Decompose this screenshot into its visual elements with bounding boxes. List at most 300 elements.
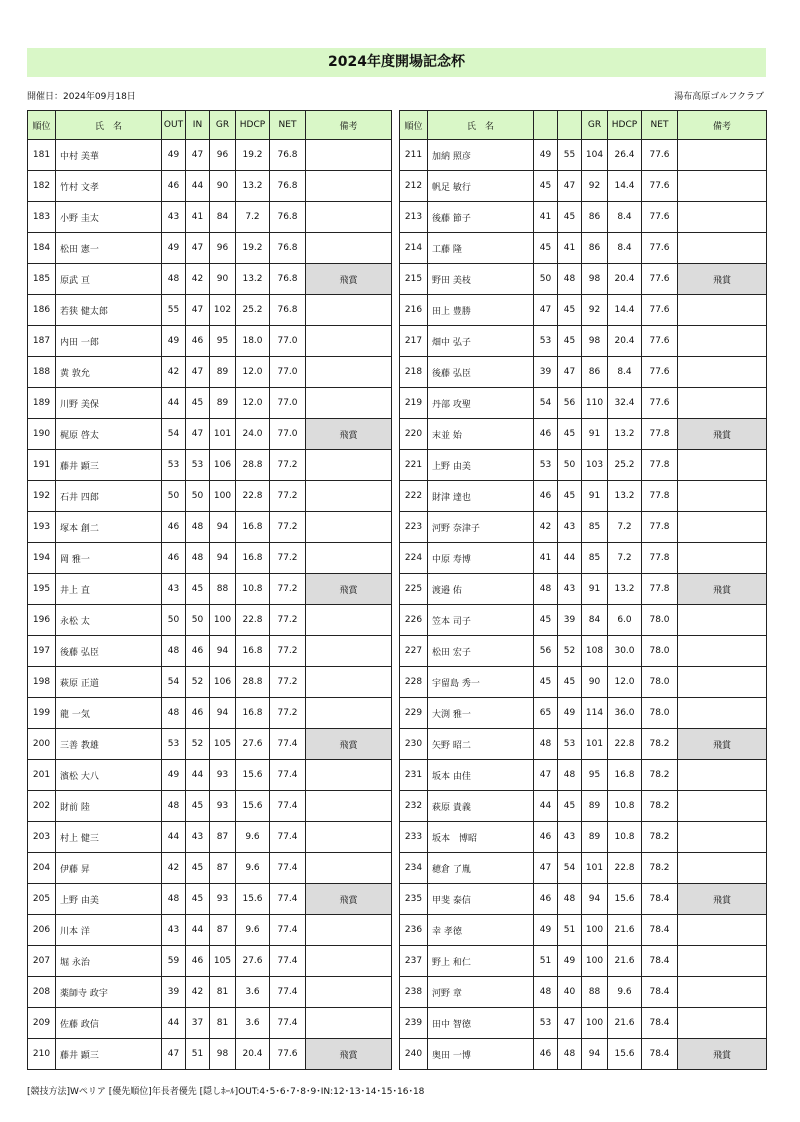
rank-cell: 236 xyxy=(400,915,428,946)
out-cell: 49 xyxy=(162,760,186,791)
note-cell xyxy=(678,915,767,946)
table-row xyxy=(28,295,392,326)
table-row xyxy=(400,512,767,543)
rank-cell: 237 xyxy=(400,946,428,977)
col-gr-header: GR xyxy=(582,111,608,140)
hdcp-cell: 6.0 xyxy=(608,605,642,636)
rank-cell: 213 xyxy=(400,202,428,233)
out-cell: 44 xyxy=(162,822,186,853)
hdcp-cell: 15.6 xyxy=(236,791,270,822)
note-cell xyxy=(306,233,392,264)
table-row xyxy=(28,884,392,915)
net-cell: 77.8 xyxy=(642,481,678,512)
gross-cell: 94 xyxy=(210,636,236,667)
gross-cell: 89 xyxy=(210,388,236,419)
out-cell: 48 xyxy=(162,264,186,295)
rank-cell: 219 xyxy=(400,388,428,419)
in-cell: 47 xyxy=(186,295,210,326)
col-rank-header: 順位 xyxy=(28,111,56,140)
rank-cell: 221 xyxy=(400,450,428,481)
table-row xyxy=(400,729,767,760)
name-cell: 若狭 健太郎 xyxy=(56,295,162,326)
gross-cell: 94 xyxy=(582,884,608,915)
table-row xyxy=(400,884,767,915)
note-cell xyxy=(678,543,767,574)
net-cell: 78.4 xyxy=(642,915,678,946)
table-row xyxy=(400,822,767,853)
note-cell xyxy=(678,822,767,853)
gross-cell: 90 xyxy=(210,171,236,202)
hdcp-cell: 20.4 xyxy=(608,264,642,295)
rank-cell: 198 xyxy=(28,667,56,698)
table-row xyxy=(28,667,392,698)
rank-cell: 194 xyxy=(28,543,56,574)
col-note-header: 備考 xyxy=(306,111,392,140)
in-cell: 47 xyxy=(186,357,210,388)
in-cell: 37 xyxy=(186,1008,210,1039)
gross-cell: 92 xyxy=(582,295,608,326)
gross-cell: 90 xyxy=(210,264,236,295)
hdcp-cell: 19.2 xyxy=(236,233,270,264)
table-row xyxy=(400,698,767,729)
name-cell: 梶原 啓太 xyxy=(56,419,162,450)
hdcp-cell: 9.6 xyxy=(236,822,270,853)
name-cell: 石井 四郎 xyxy=(56,481,162,512)
note-cell: 飛賞 xyxy=(678,264,767,295)
rank-cell: 184 xyxy=(28,233,56,264)
out-cell: 41 xyxy=(534,202,558,233)
note-cell: 飛賞 xyxy=(306,884,392,915)
net-cell: 77.0 xyxy=(270,419,306,450)
hdcp-cell: 18.0 xyxy=(236,326,270,357)
gross-cell: 114 xyxy=(582,698,608,729)
net-cell: 77.6 xyxy=(642,202,678,233)
note-cell: 飛賞 xyxy=(306,729,392,760)
out-cell: 44 xyxy=(162,388,186,419)
in-cell: 42 xyxy=(186,977,210,1008)
in-cell: 46 xyxy=(186,946,210,977)
gross-cell: 94 xyxy=(210,698,236,729)
note-cell xyxy=(678,698,767,729)
note-cell xyxy=(678,140,767,171)
gross-cell: 86 xyxy=(582,233,608,264)
hdcp-cell: 22.8 xyxy=(608,729,642,760)
net-cell: 77.6 xyxy=(642,140,678,171)
gross-cell: 101 xyxy=(582,729,608,760)
out-cell: 46 xyxy=(534,419,558,450)
out-cell: 49 xyxy=(534,140,558,171)
name-cell: 黄 敦允 xyxy=(56,357,162,388)
gross-cell: 104 xyxy=(582,140,608,171)
in-cell: 43 xyxy=(186,822,210,853)
net-cell: 76.8 xyxy=(270,233,306,264)
in-cell: 53 xyxy=(186,450,210,481)
name-cell: 野田 美枝 xyxy=(428,264,534,295)
name-cell: 帆足 敏行 xyxy=(428,171,534,202)
club-name: 湯布高原ゴルフクラブ xyxy=(674,92,764,102)
net-cell: 77.6 xyxy=(642,233,678,264)
rank-cell: 189 xyxy=(28,388,56,419)
net-cell: 77.8 xyxy=(642,543,678,574)
rank-cell: 199 xyxy=(28,698,56,729)
in-cell: 50 xyxy=(186,605,210,636)
col-net-header: NET xyxy=(642,111,678,140)
out-cell: 45 xyxy=(534,171,558,202)
hdcp-cell: 3.6 xyxy=(236,1008,270,1039)
out-cell: 47 xyxy=(162,1039,186,1070)
out-cell: 42 xyxy=(162,357,186,388)
results-table-left xyxy=(27,110,392,1070)
note-cell xyxy=(678,791,767,822)
rank-cell: 202 xyxy=(28,791,56,822)
gross-cell: 98 xyxy=(210,1039,236,1070)
out-cell: 50 xyxy=(162,605,186,636)
rank-cell: 193 xyxy=(28,512,56,543)
out-cell: 48 xyxy=(534,574,558,605)
in-cell: 45 xyxy=(186,853,210,884)
in-cell: 47 xyxy=(558,1008,582,1039)
hdcp-cell: 7.2 xyxy=(608,512,642,543)
net-cell: 77.8 xyxy=(642,419,678,450)
hdcp-cell: 25.2 xyxy=(608,450,642,481)
out-cell: 51 xyxy=(534,946,558,977)
table-row xyxy=(400,171,767,202)
col-gr-header: GR xyxy=(210,111,236,140)
table-row xyxy=(400,481,767,512)
col-rank-header: 順位 xyxy=(400,111,428,140)
table-row xyxy=(400,295,767,326)
rank-cell: 182 xyxy=(28,171,56,202)
out-cell: 46 xyxy=(534,481,558,512)
rank-cell: 224 xyxy=(400,543,428,574)
out-cell: 46 xyxy=(162,512,186,543)
net-cell: 76.8 xyxy=(270,171,306,202)
in-cell: 45 xyxy=(558,202,582,233)
name-cell: 川野 美保 xyxy=(56,388,162,419)
hdcp-cell: 8.4 xyxy=(608,202,642,233)
hdcp-cell: 7.2 xyxy=(236,202,270,233)
hdcp-cell: 21.6 xyxy=(608,946,642,977)
rank-cell: 240 xyxy=(400,1039,428,1070)
name-cell: 竹村 文孝 xyxy=(56,171,162,202)
out-cell: 44 xyxy=(162,1008,186,1039)
note-cell xyxy=(678,388,767,419)
in-cell: 47 xyxy=(186,233,210,264)
out-cell: 65 xyxy=(534,698,558,729)
hdcp-cell: 15.6 xyxy=(236,884,270,915)
hdcp-cell: 13.2 xyxy=(236,264,270,295)
name-cell: 塚本 創二 xyxy=(56,512,162,543)
rank-cell: 227 xyxy=(400,636,428,667)
in-cell: 44 xyxy=(186,915,210,946)
out-cell: 54 xyxy=(534,388,558,419)
out-cell: 49 xyxy=(534,915,558,946)
table-row xyxy=(28,357,392,388)
name-cell: 幸 孝徳 xyxy=(428,915,534,946)
net-cell: 78.4 xyxy=(642,977,678,1008)
note-cell xyxy=(678,295,767,326)
in-cell: 48 xyxy=(558,760,582,791)
net-cell: 78.4 xyxy=(642,946,678,977)
net-cell: 76.8 xyxy=(270,295,306,326)
gross-cell: 100 xyxy=(582,1008,608,1039)
col-in-header: IN xyxy=(186,111,210,140)
gross-cell: 81 xyxy=(210,977,236,1008)
col-in-header xyxy=(558,111,582,140)
rank-cell: 197 xyxy=(28,636,56,667)
note-cell: 飛賞 xyxy=(678,419,767,450)
rank-cell: 217 xyxy=(400,326,428,357)
in-cell: 43 xyxy=(558,512,582,543)
out-cell: 53 xyxy=(534,326,558,357)
event-date: 開催日：2024年09月18日 xyxy=(27,92,136,102)
table-row xyxy=(28,605,392,636)
hdcp-cell: 10.8 xyxy=(236,574,270,605)
net-cell: 77.4 xyxy=(270,853,306,884)
name-cell: 穂倉 了胤 xyxy=(428,853,534,884)
name-cell: 佐藤 政信 xyxy=(56,1008,162,1039)
gross-cell: 100 xyxy=(210,605,236,636)
net-cell: 78.0 xyxy=(642,698,678,729)
rank-cell: 192 xyxy=(28,481,56,512)
out-cell: 49 xyxy=(162,140,186,171)
header-row xyxy=(400,111,767,140)
out-cell: 53 xyxy=(162,450,186,481)
note-cell xyxy=(306,791,392,822)
net-cell: 77.6 xyxy=(642,388,678,419)
in-cell: 54 xyxy=(558,853,582,884)
rank-cell: 238 xyxy=(400,977,428,1008)
table-row xyxy=(28,977,392,1008)
name-cell: 後藤 節子 xyxy=(428,202,534,233)
net-cell: 78.0 xyxy=(642,605,678,636)
gross-cell: 106 xyxy=(210,667,236,698)
net-cell: 78.2 xyxy=(642,791,678,822)
name-cell: 原武 亘 xyxy=(56,264,162,295)
table-row xyxy=(28,915,392,946)
note-cell xyxy=(678,450,767,481)
gross-cell: 100 xyxy=(210,481,236,512)
note-cell xyxy=(306,481,392,512)
hdcp-cell: 22.8 xyxy=(608,853,642,884)
note-cell: 飛賞 xyxy=(306,264,392,295)
hdcp-cell: 26.4 xyxy=(608,140,642,171)
name-cell: 濱松 大八 xyxy=(56,760,162,791)
note-cell: 飛賞 xyxy=(306,1039,392,1070)
note-cell xyxy=(678,1008,767,1039)
note-cell xyxy=(306,605,392,636)
rank-cell: 226 xyxy=(400,605,428,636)
net-cell: 77.4 xyxy=(270,915,306,946)
table-row xyxy=(400,791,767,822)
in-cell: 44 xyxy=(558,543,582,574)
hdcp-cell: 3.6 xyxy=(236,977,270,1008)
table-row xyxy=(400,202,767,233)
name-cell: 中村 美華 xyxy=(56,140,162,171)
note-cell xyxy=(306,357,392,388)
name-cell: 財前 陸 xyxy=(56,791,162,822)
name-cell: 井上 直 xyxy=(56,574,162,605)
in-cell: 49 xyxy=(558,698,582,729)
in-cell: 41 xyxy=(186,202,210,233)
in-cell: 52 xyxy=(186,729,210,760)
gross-cell: 84 xyxy=(210,202,236,233)
note-cell: 飛賞 xyxy=(306,574,392,605)
hdcp-cell: 32.4 xyxy=(608,388,642,419)
name-cell: 三善 教雄 xyxy=(56,729,162,760)
net-cell: 77.2 xyxy=(270,481,306,512)
out-cell: 47 xyxy=(534,853,558,884)
table-row xyxy=(400,915,767,946)
col-out-header xyxy=(534,111,558,140)
note-cell xyxy=(678,667,767,698)
in-cell: 48 xyxy=(186,512,210,543)
in-cell: 45 xyxy=(558,667,582,698)
in-cell: 45 xyxy=(558,295,582,326)
name-cell: 後藤 弘臣 xyxy=(56,636,162,667)
in-cell: 39 xyxy=(558,605,582,636)
name-cell: 工藤 隆 xyxy=(428,233,534,264)
gross-cell: 87 xyxy=(210,853,236,884)
out-cell: 55 xyxy=(162,295,186,326)
rank-cell: 196 xyxy=(28,605,56,636)
hdcp-cell: 13.2 xyxy=(608,419,642,450)
out-cell: 46 xyxy=(162,171,186,202)
out-cell: 56 xyxy=(534,636,558,667)
gross-cell: 88 xyxy=(582,977,608,1008)
note-cell xyxy=(678,357,767,388)
table-row xyxy=(400,636,767,667)
table-row xyxy=(28,264,392,295)
gross-cell: 96 xyxy=(210,233,236,264)
in-cell: 47 xyxy=(186,419,210,450)
net-cell: 77.4 xyxy=(270,760,306,791)
gross-cell: 87 xyxy=(210,822,236,853)
hdcp-cell: 16.8 xyxy=(608,760,642,791)
net-cell: 78.4 xyxy=(642,1008,678,1039)
hdcp-cell: 16.8 xyxy=(236,543,270,574)
col-name-header: 氏 名 xyxy=(56,111,162,140)
gross-cell: 81 xyxy=(210,1008,236,1039)
table-row xyxy=(28,791,392,822)
name-cell: 中原 寿博 xyxy=(428,543,534,574)
note-cell: 飛賞 xyxy=(678,884,767,915)
note-cell xyxy=(678,605,767,636)
hdcp-cell: 12.0 xyxy=(236,388,270,419)
hdcp-cell: 12.0 xyxy=(608,667,642,698)
note-cell xyxy=(306,543,392,574)
table-row xyxy=(28,946,392,977)
hdcp-cell: 16.8 xyxy=(236,512,270,543)
in-cell: 44 xyxy=(186,171,210,202)
note-cell xyxy=(306,667,392,698)
net-cell: 77.8 xyxy=(642,512,678,543)
name-cell: 財津 達也 xyxy=(428,481,534,512)
page-title: 2024年度開場記念杯 xyxy=(27,48,766,77)
table-row xyxy=(28,1039,392,1070)
rank-cell: 220 xyxy=(400,419,428,450)
out-cell: 54 xyxy=(162,419,186,450)
in-cell: 48 xyxy=(558,1039,582,1070)
net-cell: 77.2 xyxy=(270,574,306,605)
table-row xyxy=(400,977,767,1008)
in-cell: 49 xyxy=(558,946,582,977)
header-row xyxy=(28,111,392,140)
in-cell: 48 xyxy=(558,884,582,915)
hdcp-cell: 9.6 xyxy=(608,977,642,1008)
net-cell: 78.2 xyxy=(642,760,678,791)
net-cell: 76.8 xyxy=(270,264,306,295)
note-cell xyxy=(678,946,767,977)
rank-cell: 225 xyxy=(400,574,428,605)
rank-cell: 232 xyxy=(400,791,428,822)
rank-cell: 190 xyxy=(28,419,56,450)
out-cell: 53 xyxy=(534,1008,558,1039)
hdcp-cell: 28.8 xyxy=(236,667,270,698)
out-cell: 45 xyxy=(534,605,558,636)
name-cell: 河野 章 xyxy=(428,977,534,1008)
out-cell: 49 xyxy=(162,326,186,357)
name-cell: 岡 雅一 xyxy=(56,543,162,574)
gross-cell: 89 xyxy=(582,822,608,853)
rank-cell: 195 xyxy=(28,574,56,605)
in-cell: 46 xyxy=(186,636,210,667)
hdcp-cell: 20.4 xyxy=(608,326,642,357)
in-cell: 43 xyxy=(558,574,582,605)
out-cell: 48 xyxy=(162,791,186,822)
net-cell: 77.6 xyxy=(642,264,678,295)
in-cell: 47 xyxy=(558,357,582,388)
col-name-header: 氏 名 xyxy=(428,111,534,140)
table-row xyxy=(28,202,392,233)
rank-cell: 211 xyxy=(400,140,428,171)
rank-cell: 223 xyxy=(400,512,428,543)
note-cell xyxy=(306,698,392,729)
in-cell: 47 xyxy=(558,171,582,202)
rank-cell: 210 xyxy=(28,1039,56,1070)
gross-cell: 85 xyxy=(582,543,608,574)
out-cell: 48 xyxy=(534,977,558,1008)
in-cell: 45 xyxy=(558,791,582,822)
note-cell xyxy=(306,977,392,1008)
table-row xyxy=(28,1008,392,1039)
gross-cell: 95 xyxy=(210,326,236,357)
net-cell: 77.0 xyxy=(270,357,306,388)
out-cell: 43 xyxy=(162,574,186,605)
net-cell: 76.8 xyxy=(270,202,306,233)
name-cell: 内田 一郎 xyxy=(56,326,162,357)
net-cell: 78.0 xyxy=(642,667,678,698)
net-cell: 78.2 xyxy=(642,853,678,884)
out-cell: 46 xyxy=(534,822,558,853)
net-cell: 77.2 xyxy=(270,667,306,698)
note-cell xyxy=(306,946,392,977)
hdcp-cell: 27.6 xyxy=(236,729,270,760)
rank-cell: 212 xyxy=(400,171,428,202)
gross-cell: 95 xyxy=(582,760,608,791)
col-hdcp-header: HDCP xyxy=(236,111,270,140)
table-row xyxy=(28,543,392,574)
rank-cell: 208 xyxy=(28,977,56,1008)
out-cell: 39 xyxy=(162,977,186,1008)
gross-cell: 110 xyxy=(582,388,608,419)
name-cell: 矢野 昭二 xyxy=(428,729,534,760)
col-net-header: NET xyxy=(270,111,306,140)
name-cell: 村上 健三 xyxy=(56,822,162,853)
note-cell xyxy=(678,636,767,667)
hdcp-cell: 30.0 xyxy=(608,636,642,667)
table-row xyxy=(28,481,392,512)
